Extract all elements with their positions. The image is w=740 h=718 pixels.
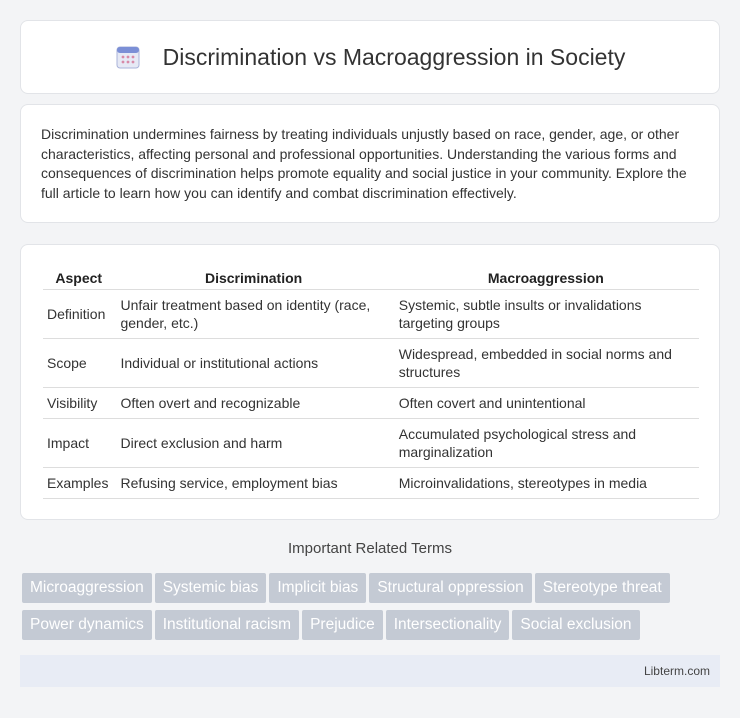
comparison-table-card [20,244,720,520]
table-row [43,467,699,498]
related-term-tag[interactable]: Structural oppression [369,573,531,603]
row-macroaggression: Accumulated psychological stress and marginalization [393,418,699,467]
row-discrimination: Unfair treatment based on identity (race, gender, etc.) [114,289,392,338]
page-title: Discrimination vs Macroaggression in Society [162,43,626,70]
row-aspect: Scope [43,338,114,387]
related-term-tag[interactable]: Implicit bias [269,573,366,603]
comparison-table [43,265,699,499]
row-macroaggression: Microinvalidations, stereotypes in media [393,467,699,498]
row-aspect: Impact [43,418,114,467]
header-macroaggression: Macroaggression [393,265,699,289]
related-terms-title: Important Related Terms [288,540,452,557]
related-term-tag[interactable]: Intersectionality [386,610,510,640]
header-discrimination: Discrimination [114,265,392,289]
row-macroaggression: Widespread, embedded in social norms and structures [393,338,699,387]
related-term-tag[interactable]: Prejudice [302,610,383,640]
row-aspect: Definition [43,289,114,338]
row-macroaggression: Often covert and unintentional [393,387,699,418]
related-term-tag[interactable]: Power dynamics [22,610,152,640]
header-card [20,20,720,94]
header-aspect: Aspect [43,265,114,289]
table-header-row [43,265,699,289]
row-discrimination: Often overt and recognizable [114,387,392,418]
table-row [43,289,699,338]
table-row [43,338,699,387]
related-term-tag[interactable]: Systemic bias [155,573,267,603]
row-discrimination: Direct exclusion and harm [114,418,392,467]
intro-text: Discrimination undermines fairness by treating individuals unjustly based on race, gender, age, or other characteristics, affecting personal and professional opportunities. Understanding the various forms and consequences of discrimination helps promote equality and social justice in your community. Explore the full article to learn how you can identify and combat discrimination effectively. [41,126,687,201]
related-term-tag[interactable]: Stereotype threat [535,573,670,603]
table-row [43,387,699,418]
row-aspect: Examples [43,467,114,498]
table-row [43,418,699,467]
row-discrimination: Individual or institutional actions [114,338,392,387]
related-term-tag[interactable]: Microaggression [22,573,152,603]
related-term-tag[interactable]: Social exclusion [512,610,639,640]
related-terms-list [22,573,722,647]
intro-card [20,104,720,223]
footer-site-link[interactable]: Libterm.com [643,664,710,678]
row-macroaggression: Systemic, subtle insults or invalidations targeting groups [393,289,699,338]
calendar-icon [115,44,141,70]
row-discrimination: Refusing service, employment bias [114,467,392,498]
row-aspect: Visibility [43,387,114,418]
footer [20,655,720,687]
related-term-tag[interactable]: Institutional racism [155,610,299,640]
